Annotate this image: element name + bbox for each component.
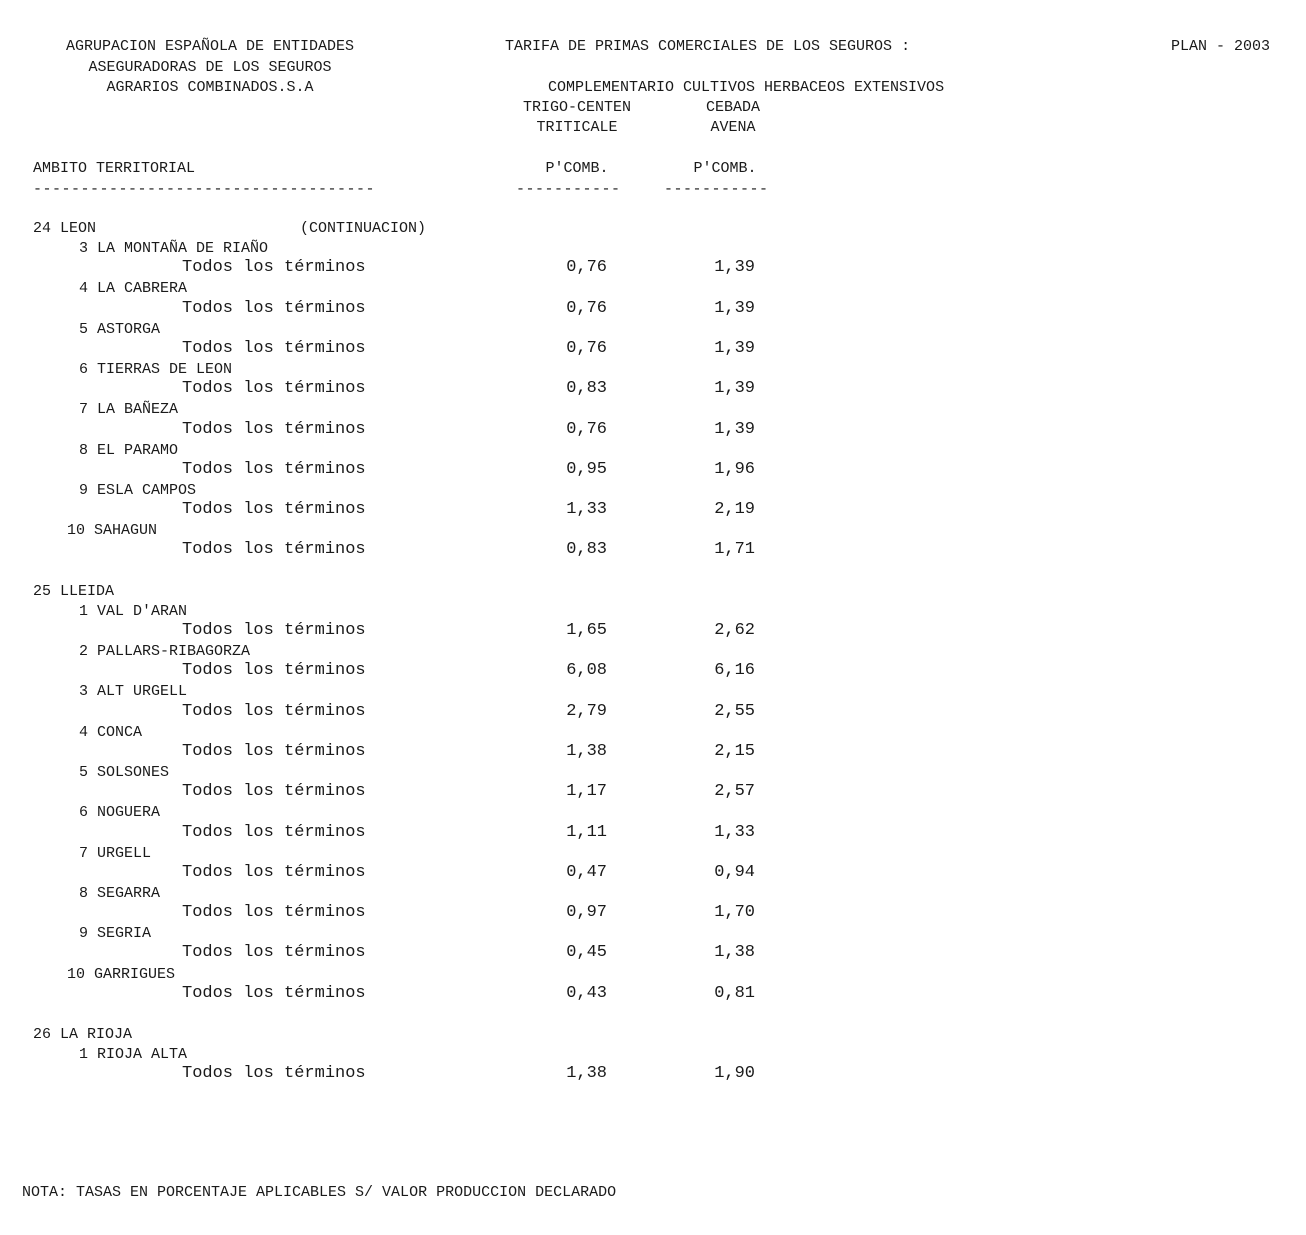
terms-label: Todos los términos — [182, 500, 366, 520]
province-name: 24 LEON — [33, 220, 97, 237]
terms-label: Todos los términos — [182, 943, 366, 963]
terms-label: Todos los términos — [182, 419, 366, 439]
rate-trigo-centeno: 0,45 — [566, 943, 607, 963]
rate-cebada-avena: 6,16 — [714, 661, 755, 681]
rate-trigo-centeno: 6,08 — [566, 661, 607, 681]
rate-cebada-avena: 1,90 — [714, 1064, 755, 1084]
rate-trigo-centeno: 1,38 — [566, 741, 607, 761]
comarca-name: 8 SEGARRA — [79, 884, 161, 902]
ambito-header: AMBITO TERRITORIAL — [33, 160, 196, 177]
terms-label: Todos los términos — [182, 782, 366, 802]
col1-subheader: P'COMB. — [545, 160, 609, 177]
rate-trigo-centeno: 0,83 — [566, 540, 607, 560]
comarca-name: 3 LA MONTAÑA DE RIAÑO — [79, 240, 269, 258]
org-line-3: AGRARIOS COMBINADOS.S.A — [106, 79, 314, 96]
rate-cebada-avena: 1,39 — [714, 258, 755, 278]
comarca-name: 5 ASTORGA — [79, 320, 161, 338]
rate-trigo-centeno: 1,65 — [566, 621, 607, 640]
terms-label: Todos los términos — [182, 903, 366, 923]
rate-trigo-centeno: 0,95 — [566, 459, 607, 479]
comarca-name: 1 VAL D'ARAN — [79, 602, 188, 620]
province-name: 25 LLEIDA — [33, 582, 115, 600]
rate-trigo-centeno: 2,79 — [566, 701, 607, 721]
comarca-name: 1 RIOJA ALTA — [79, 1046, 188, 1064]
terms-label: Todos los términos — [182, 621, 366, 640]
terms-label: Todos los términos — [182, 258, 366, 278]
comarca-name: 5 SOLSONES — [79, 764, 170, 782]
terms-label: Todos los términos — [182, 298, 366, 318]
terms-label: Todos los términos — [182, 983, 366, 1003]
terms-label: Todos los términos — [182, 822, 366, 842]
rate-cebada-avena: 1,39 — [714, 419, 755, 439]
rate-cebada-avena: 1,71 — [714, 540, 755, 560]
col2-header-line2: AVENA — [710, 119, 756, 136]
comarca-name: 4 LA CABRERA — [79, 280, 188, 298]
rate-cebada-avena: 2,19 — [714, 500, 755, 520]
rate-trigo-centeno: 1,38 — [566, 1064, 607, 1084]
terms-label: Todos los términos — [182, 862, 366, 882]
col2-header-line1: CEBADA — [705, 99, 760, 116]
rate-trigo-centeno: 1,17 — [566, 782, 607, 802]
comarca-name: 9 SEGRIA — [79, 925, 152, 943]
rate-trigo-centeno: 1,33 — [566, 500, 607, 520]
comarca-name: 9 ESLA CAMPOS — [79, 481, 197, 499]
col2-subheader: P'COMB. — [693, 160, 757, 177]
rate-trigo-centeno: 0,47 — [566, 862, 607, 882]
rate-cebada-avena: 1,39 — [714, 338, 755, 358]
rate-cebada-avena: 2,15 — [714, 741, 755, 761]
comarca-name: 7 LA BAÑEZA — [79, 401, 179, 419]
comarca-name: 10 GARRIGUES — [67, 965, 176, 983]
col2-rule: ----------- — [664, 181, 769, 198]
terms-label: Todos los términos — [182, 701, 366, 721]
rate-trigo-centeno: 0,97 — [566, 903, 607, 923]
rate-trigo-centeno: 0,76 — [566, 258, 607, 278]
comarca-name: 3 ALT URGELL — [79, 683, 188, 701]
col1-header-line2: TRITICALE — [536, 119, 618, 136]
rate-cebada-avena: 1,96 — [714, 459, 755, 479]
org-line-2: ASEGURADORAS DE LOS SEGUROS — [88, 59, 332, 76]
col1-header-line1: TRIGO-CENTEN — [522, 99, 632, 116]
col1-rule: ----------- — [516, 181, 621, 198]
rate-cebada-avena: 1,39 — [714, 379, 755, 399]
plan-label: PLAN - 2003 — [1170, 38, 1270, 55]
comarca-name: 2 PALLARS-RIBAGORZA — [79, 643, 251, 661]
rate-cebada-avena: 0,81 — [714, 983, 755, 1003]
ambito-rule: ------------------------------------ — [33, 181, 376, 198]
org-line-1: AGRUPACION ESPAÑOLA DE ENTIDADES — [65, 38, 355, 55]
comarca-name: 6 NOGUERA — [79, 804, 161, 822]
terms-label: Todos los términos — [182, 661, 366, 681]
rate-trigo-centeno: 1,11 — [566, 822, 607, 842]
footer-note: NOTA: TASAS EN PORCENTAJE APLICABLES S/ VALOR PRODUCCION DECLARADO — [22, 1184, 617, 1201]
comarca-name: 10 SAHAGUN — [67, 522, 158, 540]
rate-trigo-centeno: 0,83 — [566, 379, 607, 399]
comarca-name: 7 URGELL — [79, 844, 152, 862]
rate-cebada-avena: 1,38 — [714, 943, 755, 963]
rate-trigo-centeno: 0,76 — [566, 298, 607, 318]
rate-cebada-avena: 1,33 — [714, 822, 755, 842]
rate-trigo-centeno: 0,43 — [566, 983, 607, 1003]
tariff-title: TARIFA DE PRIMAS COMERCIALES DE LOS SEGUROS : — [505, 38, 911, 55]
comarca-name: 4 CONCA — [79, 723, 143, 741]
rate-cebada-avena: 1,39 — [714, 298, 755, 318]
terms-label: Todos los términos — [182, 1064, 366, 1084]
rate-cebada-avena: 2,57 — [714, 782, 755, 802]
terms-label: Todos los términos — [182, 379, 366, 399]
rate-cebada-avena: 0,94 — [714, 862, 755, 882]
rate-cebada-avena: 1,70 — [714, 903, 755, 923]
terms-label: Todos los términos — [182, 741, 366, 761]
rate-cebada-avena: 2,55 — [714, 701, 755, 721]
province-name: 26 LA RIOJA — [33, 1026, 133, 1043]
terms-label: Todos los términos — [182, 459, 366, 479]
insurance-subtitle: COMPLEMENTARIO CULTIVOS HERBACEOS EXTENSIVOS — [548, 79, 945, 96]
terms-label: Todos los términos — [182, 540, 366, 560]
terms-label: Todos los términos — [182, 338, 366, 358]
province-note: (CONTINUACION) — [300, 220, 427, 237]
comarca-name: 6 TIERRAS DE LEON — [79, 361, 233, 379]
comarca-name: 8 EL PARAMO — [79, 441, 179, 459]
rate-cebada-avena: 2,62 — [714, 621, 755, 640]
rate-trigo-centeno: 0,76 — [566, 419, 607, 439]
rate-trigo-centeno: 0,76 — [566, 338, 607, 358]
